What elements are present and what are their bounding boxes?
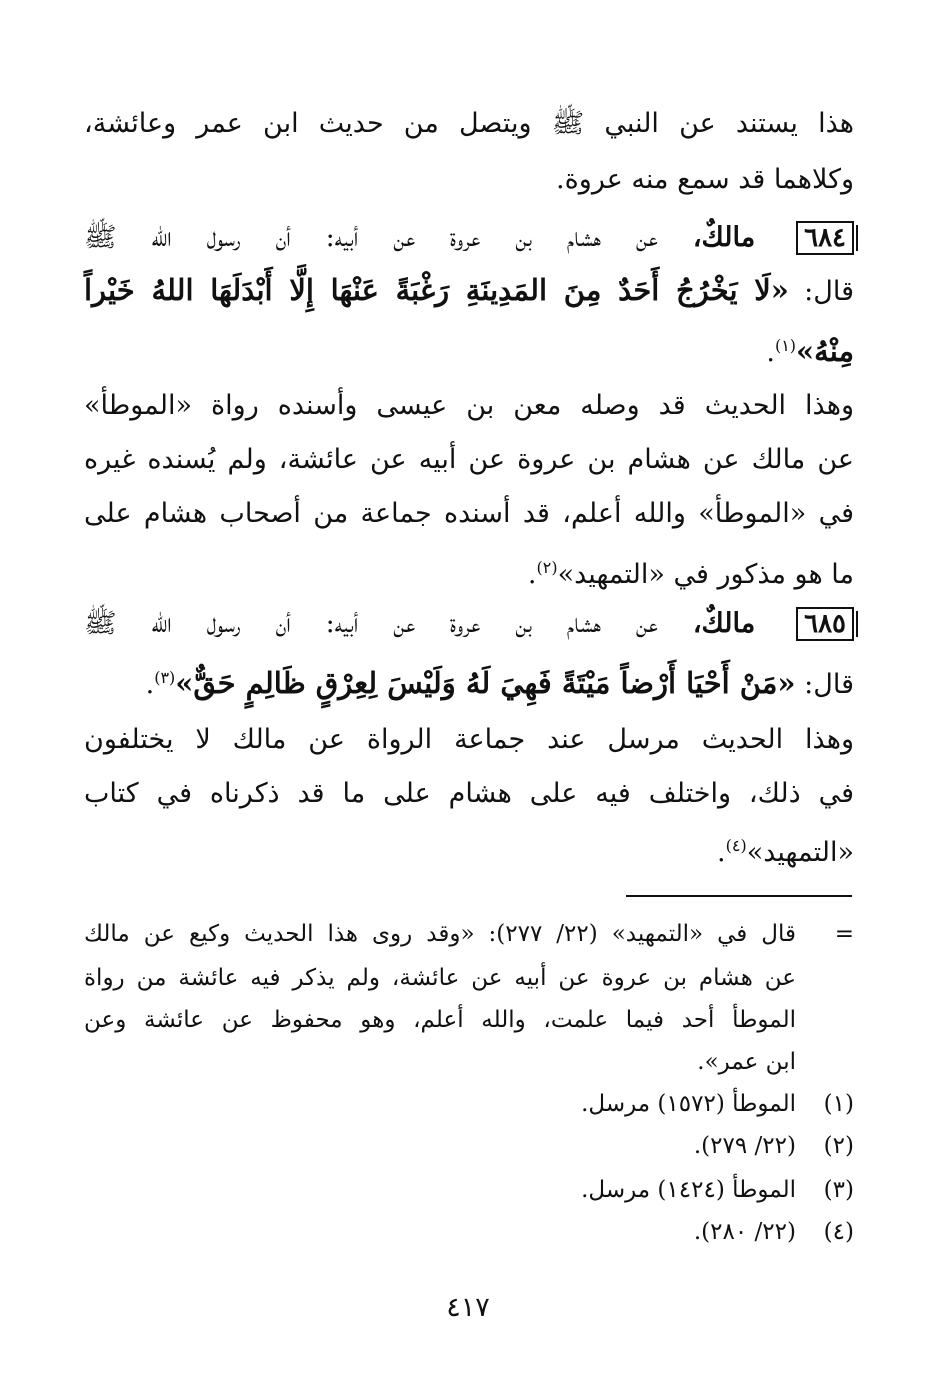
hadith-685-intro: عن هشام بن عروة عن أبيه: أن رسول الله ﷺ xyxy=(84,608,658,639)
hadith-685-text: «مَنْ أَحْيَا أَرْضاً مَيْتَةً فَهِيَ لَهُ وَلَيْسَ لِعِرْقٍ ظَالِمٍ حَقٌّ» xyxy=(175,666,796,700)
hadith-684-text-end: مِنْهُ» xyxy=(796,334,854,368)
paragraph-2-line-1: وهذا الحديث قد وصله معن بن عيسى وأسنده رواة «الموطأ» xyxy=(84,390,854,421)
footnote-ref-1: (١) xyxy=(774,336,797,355)
footnote-continuation-mark: = xyxy=(834,921,854,947)
paragraph-3-period: . xyxy=(717,837,726,868)
hadith-685-header xyxy=(84,604,854,644)
hadith-684-period: . xyxy=(766,337,775,368)
paragraph-2-line-4 xyxy=(84,548,854,595)
footnote-continuation-line-2: عن هشام بن عروة عن أبيه عن عائشة، ولم يذكر فيه عائشة من رواة xyxy=(84,965,796,991)
hadith-685-text-line xyxy=(84,658,854,705)
hadith-684-header xyxy=(84,218,854,258)
paragraph-2-line-3: في «الموطأ» والله أعلم، قد أسنده جماعة من أصحاب هشام على xyxy=(84,498,854,529)
paragraph-2-line-2: عن مالك عن هشام بن عروة عن أبيه عن عائشة، ولم يُسنده غيره xyxy=(84,444,854,475)
paragraph-3-line-2: في ذلك، واختلف فيه على هشام على ما قد ذكرناه في كتاب xyxy=(84,778,854,809)
footnote-3-text: الموطأ (١٤٢٤) مرسل. xyxy=(581,1177,796,1203)
body-line-1: هذا يستند عن النبي ﷺ ويتصل من حديث ابن عمر وعائشة، xyxy=(84,108,854,139)
paragraph-2-period: . xyxy=(527,559,537,590)
footnote-4-number: (٤) xyxy=(823,1219,854,1245)
footnote-continuation-line-1: قال في «التمهيد» (٢٢/ ٢٧٧): «وقد روى هذا الحديث وكيع عن مالك xyxy=(84,921,796,947)
footnote-ref-4: (٤) xyxy=(725,836,747,855)
footnote-continuation-line-3: الموطأ أحد فيما علمت، والله أعلم، وهو محفوظ عن عائشة وعن xyxy=(84,1007,796,1033)
footnote-separator xyxy=(626,895,852,897)
paragraph-2-last: ما هو مذكور في «التمهيد» xyxy=(557,559,854,590)
hadith-684-intro: عن هشام بن عروة عن أبيه: أن رسول الله ﷺ xyxy=(84,222,658,253)
footnote-continuation-line-4: ابن عمر». xyxy=(697,1049,796,1075)
footnote-2-number: (٢) xyxy=(823,1133,854,1159)
page-number: ٤١٧ xyxy=(446,1292,490,1323)
footnote-4-text: (٢٢/ ٢٨٠). xyxy=(693,1219,796,1245)
paragraph-3-line-1: وهذا الحديث مرسل عند جماعة الرواة عن مالك لا يختلفون xyxy=(84,724,854,755)
footnote-ref-2: (٢) xyxy=(536,558,558,577)
hadith-685-narrator: مالكٌ، xyxy=(692,608,756,639)
hadith-684-text-line-1 xyxy=(84,270,854,312)
hadith-684-narrator: مالكٌ، xyxy=(692,222,756,253)
body-line-2: وكلاهما قد سمع منه عروة. xyxy=(556,164,854,195)
footnote-1-text: الموطأ (١٥٧٢) مرسل. xyxy=(581,1091,796,1117)
hadith-number-685: ٦٨٥ xyxy=(796,607,854,641)
footnote-ref-3: (٣) xyxy=(154,668,176,687)
hadith-684-text: «لَا يَخْرُجُ أَحَدٌ مِنَ المَدِينَةِ رَغْبَةً عَنْهَا إِلَّا أَبْدَلَهَا اللهُ خَيْراً xyxy=(84,273,789,307)
hadith-number-684: ٦٨٤ xyxy=(796,221,854,255)
paragraph-3-line-3 xyxy=(84,826,854,873)
footnote-1-number: (١) xyxy=(823,1091,854,1117)
hadith-684-text-line-2 xyxy=(84,326,854,373)
paragraph-3-last: «التمهيد» xyxy=(746,837,854,868)
footnote-3-number: (٣) xyxy=(823,1177,854,1203)
hadith-685-period: . xyxy=(145,669,155,700)
footnote-2-text: (٢٢/ ٢٧٩). xyxy=(693,1133,796,1159)
hadith-684-qal: قال: xyxy=(804,276,854,307)
hadith-685-qal: قال: xyxy=(804,669,854,700)
